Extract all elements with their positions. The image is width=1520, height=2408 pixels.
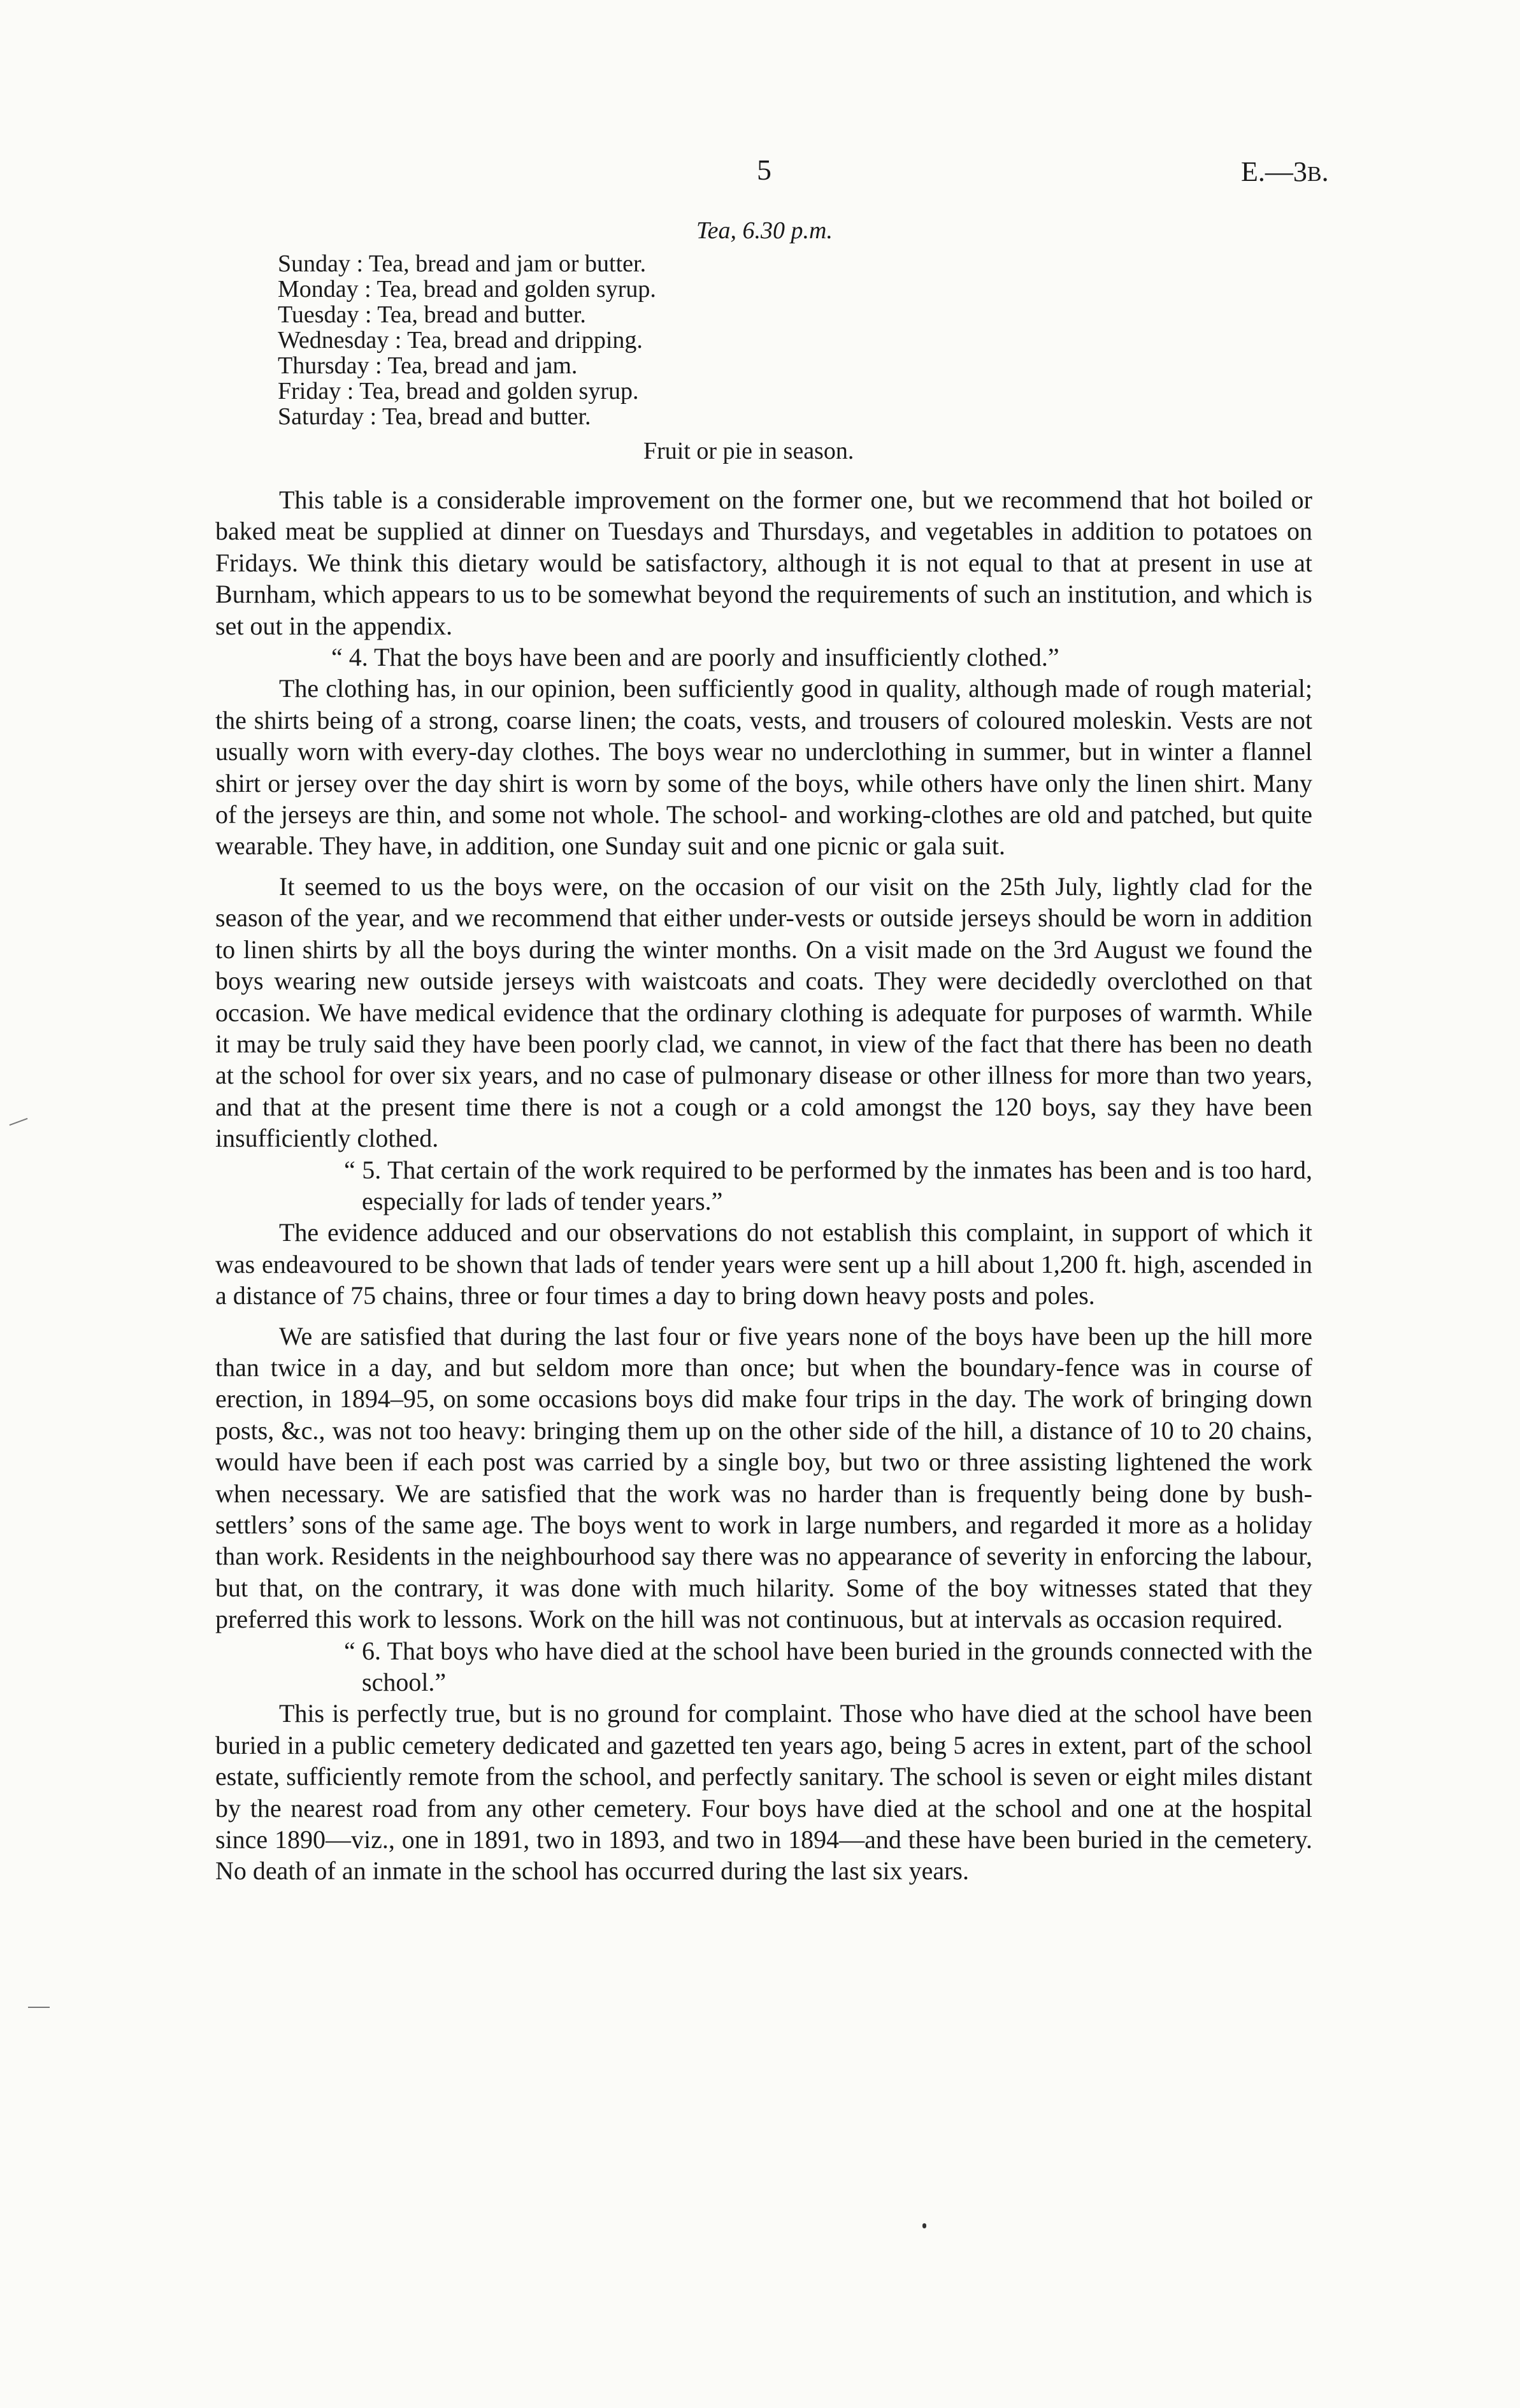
complaint-quote: “ 6. That boys who have died at the school have been buried in the grounds connected with the school.”	[344, 1636, 1312, 1697]
report-body	[215, 484, 1312, 1887]
paragraph: The evidence adduced and our observations do not establish this complaint, in support of which it was endeavoured to be shown that lads of tender years were sent up a hill about 1,200 ft. high, ascended in a distance of 75 chains, three or four times a day to bring down heavy posts and poles.	[215, 1218, 1312, 1310]
margin-mark	[10, 1118, 28, 1126]
paragraph: It seemed to us the boys were, on the occasion of our visit on the 25th July, lightly clad for the season of the year, and we recommend that either under-vests or outside jerseys should be worn in addition to linen shirts by all the boys during the winter months. On a visit made on the 3rd August we found the boys wearing new outside jerseys with waistcoats and coats. They were decidedly overclothed on that occasion. We have medical evidence that the ordinary clothing is adequate for purposes of warmth. While it may be truly said they have been poorly clad, we cannot, in view of the fact that there has been no death at the school for over six years, and no case of pulmonary disease or other illness for more than two years, and that at the present time there is not a cough or a cold amongst the 120 boys, say they have been insufficiently clothed.	[215, 871, 1312, 1153]
complaint-quote: “ 5. That certain of the work required to be performed by the inmates has been and is too hard, especially for lads of tender years.”	[344, 1155, 1312, 1215]
document-reference	[1241, 155, 1329, 188]
tea-heading: Tea, 6.30 p.m.	[696, 217, 833, 244]
menu-line: Tuesday : Tea, bread and butter.	[278, 301, 586, 328]
reference-period: .	[1321, 156, 1329, 187]
fruit-note: Fruit or pie in season.	[643, 438, 854, 464]
complaint-quote: “ 4. That the boys have been and are poorly and insufficiently clothed.”	[331, 643, 1059, 672]
paragraph: The clothing has, in our opinion, been sufficiently good in quality, although made of rough material; the shirts being of a strong, coarse linen; the coats, vests, and trousers of coloured moleskin. Vests are not usually worn with every-day clothes. The boys wear no underclothing in summer, but in winter a flannel shirt or jersey over the day shirt is worn by some of the boys, while others have only the linen shirt. Many of the jerseys are thin, and some not whole. The school- and working-clothes are old and patched, but quite wearable. They have, in addition, one Sunday suit and one picnic or gala suit.	[215, 674, 1312, 861]
menu-line: Saturday : Tea, bread and butter.	[278, 403, 591, 430]
menu-line: Monday : Tea, bread and golden syrup.	[278, 276, 656, 303]
reference-suffix: B	[1307, 162, 1322, 186]
menu-line: Wednesday : Tea, bread and dripping.	[278, 327, 643, 354]
page-number: 5	[757, 154, 771, 186]
menu-line: Friday : Tea, bread and golden syrup.	[278, 378, 639, 405]
paragraph: This table is a considerable improvement on the former one, but we recommend that hot boiled or baked meat be supplied at dinner on Tuesdays and Thursdays, and vegetables in addition to potatoes on Fridays. We think this dietary would be satisfactory, although it is not equal to that at present in use at Burnham, which appears to us to be somewhat beyond the requirements of such an institution, and which is set out in the appendix.	[215, 485, 1312, 640]
reference-main: E.—3	[1241, 156, 1307, 187]
margin-mark	[28, 2007, 50, 2008]
tea-menu	[278, 251, 1042, 429]
menu-line: Thursday : Tea, bread and jam.	[278, 352, 578, 379]
paragraph: We are satisfied that during the last four or five years none of the boys have been up the hill more than twice in a day, and but seldom more than once; but when the boundary-fence was in course of erection, in 1894–95, on some occasions boys did make four trips in the day. The work of bringing down posts, &c., was not too heavy: bringing them up on the other side of the hill, a distance of 10 to 20 chains, would have been if each post was carried by a single boy, but two or three assisting lightened the work when necessary. We are satisfied that the work was no harder than is frequently being done by bush-settlers’ sons of the same age. The boys went to work in large numbers, and regarded it more as a holiday than work. Residents in the neighbourhood say there was no appearance of severity in enforcing the labour, but that, on the contrary, it was done with much hilarity. Some of the boy witnesses stated that they preferred this work to lessons. Work on the hill was not continuous, but at intervals as occasion required.	[215, 1321, 1312, 1634]
menu-line: Sunday : Tea, bread and jam or butter.	[278, 250, 647, 277]
paragraph: This is perfectly true, but is no ground for complaint. Those who have died at the school have been buried in a public cemetery dedicated and gazetted ten years ago, being 5 acres in extent, part of the school estate, sufficiently remote from the school, and perfectly sanitary. The school is seven or eight miles distant by the nearest road from any other cemetery. Four boys have died at the school and one at the hospital since 1890—viz., one in 1891, two in 1893, and two in 1894—and these have been buried in the cemetery. No death of an inmate in the school has occurred during the last six years.	[215, 1699, 1312, 1886]
ink-dot	[922, 2223, 926, 2228]
